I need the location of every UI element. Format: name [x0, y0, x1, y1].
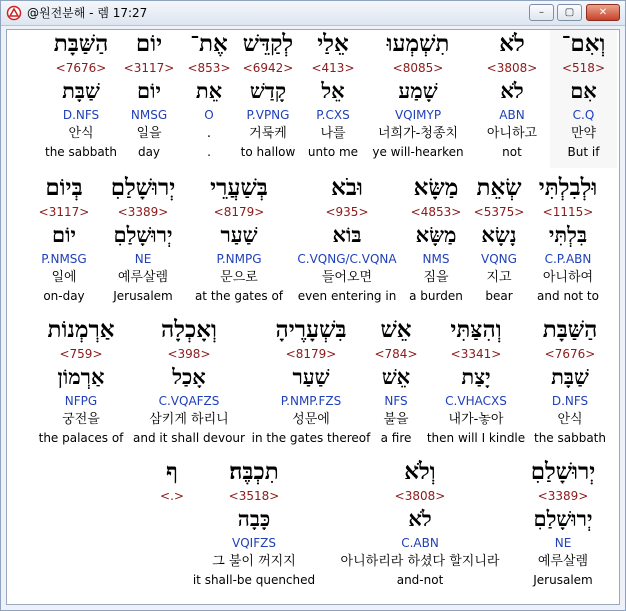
english-gloss: Jerusalem: [113, 289, 173, 303]
hebrew-lemma: יוֹם: [52, 222, 76, 247]
morph-code: VQNG: [481, 252, 517, 266]
word-cell[interactable]: [469, 174, 529, 312]
morph-code: P.NMSG: [41, 252, 87, 266]
maximize-button[interactable]: ▢: [557, 4, 582, 21]
english-gloss: it shall-be quenched: [192, 573, 316, 587]
english-gloss: bear: [485, 289, 513, 303]
strong-number[interactable]: <8179>: [213, 205, 265, 219]
english-gloss: to hallow: [240, 145, 296, 159]
morph-code: NMSG: [130, 108, 168, 122]
word-cell[interactable]: [39, 30, 123, 168]
hebrew-word: יְרוּשָׁלַםִ: [110, 174, 176, 201]
morph-code: C.VQNG/C.VQNA: [297, 252, 397, 266]
english-gloss: then will I kindle: [426, 431, 526, 445]
hebrew-lemma: שַׁבָּת: [551, 364, 589, 389]
morph-code: ABN: [499, 108, 525, 122]
english-gloss: a burden: [409, 289, 463, 303]
word-cell[interactable]: [232, 30, 304, 168]
word-cell[interactable]: [362, 30, 474, 168]
word-cell[interactable]: [403, 174, 469, 312]
hebrew-word: וְלֹא: [404, 458, 436, 485]
english-gloss: in the gates thereof: [251, 431, 371, 445]
word-cell[interactable]: [423, 316, 529, 454]
korean-gloss: 만약: [570, 126, 597, 141]
korean-gloss: 나를: [320, 126, 346, 141]
strong-number[interactable]: <853>: [187, 61, 231, 75]
hebrew-lemma: אֵשׁ: [381, 364, 411, 389]
strong-number[interactable]: <7676>: [544, 347, 596, 361]
korean-gloss: 너희가-청종치: [377, 126, 459, 141]
hebrew-lemma: אַרְמוֹן: [57, 364, 105, 389]
word-cell[interactable]: [31, 174, 97, 312]
hebrew-word: וְאִם־: [561, 30, 606, 57]
morph-code: NE: [134, 252, 152, 266]
english-gloss: .: [207, 145, 211, 159]
hebrew-word: אֵלַי: [317, 30, 349, 57]
hebrew-word: לְקַדֵּשׁ: [242, 30, 294, 57]
korean-gloss: 아니하여: [542, 270, 594, 285]
hebrew-word: יְרוּשָׁלַםִ: [530, 458, 596, 485]
morph-code: O: [204, 108, 214, 122]
close-button[interactable]: ✕: [586, 4, 620, 21]
korean-gloss: 예루살렘: [117, 270, 169, 285]
morph-code: VQIFZS: [232, 536, 276, 550]
morph-code: C.VHACXS: [445, 394, 507, 408]
hebrew-word: אֶת־: [190, 30, 228, 57]
hebrew-word: וְאָכְלָה: [161, 316, 217, 343]
hebrew-lemma: לֹא: [408, 506, 432, 531]
morph-code: NFPG: [64, 394, 98, 408]
morph-code: VQIMYP: [394, 108, 442, 122]
title-bar[interactable]: [1, 1, 625, 26]
korean-gloss: 거룩케: [249, 126, 287, 141]
english-gloss: unto me: [307, 145, 359, 159]
hebrew-word: וְהִצַּתִּי: [450, 316, 502, 343]
morph-code: NFS: [384, 394, 408, 408]
english-gloss: a fire: [380, 431, 412, 445]
interlinear-panel[interactable]: [6, 29, 620, 605]
korean-gloss: 문으로: [220, 270, 258, 285]
strong-number[interactable]: <3518>: [228, 489, 280, 503]
word-cell[interactable]: [521, 458, 605, 596]
word-cell[interactable]: [187, 458, 321, 596]
strong-number[interactable]: <518>: [561, 61, 605, 75]
korean-gloss: 아니하리라 하셨다 할지니라: [340, 554, 500, 569]
hebrew-word: לֹא: [499, 30, 525, 57]
morph-code: C.VQAFZS: [158, 394, 220, 408]
morph-code: P.VPNG: [246, 108, 290, 122]
morph-code: D.NFS: [62, 108, 100, 122]
english-gloss: even entering in: [297, 289, 397, 303]
morph-code: P.NMP.FZS: [280, 394, 342, 408]
word-cell[interactable]: [527, 174, 609, 312]
strong-number[interactable]: <3389>: [537, 489, 589, 503]
english-gloss: the sabbath: [44, 145, 117, 159]
strong-number[interactable]: <3117>: [38, 205, 90, 219]
english-gloss: and it shall devour: [133, 431, 245, 445]
hebrew-word: בְּיוֹם: [45, 174, 83, 201]
hebrew-lemma: קָדַשׁ: [249, 78, 287, 103]
strong-number[interactable]: <935>: [325, 205, 369, 219]
korean-gloss: 예루살렘: [537, 554, 589, 569]
strong-number[interactable]: <759>: [59, 347, 103, 361]
strong-number[interactable]: <5375>: [473, 205, 525, 219]
korean-gloss: 안식: [68, 126, 94, 141]
strong-number[interactable]: <6942>: [242, 61, 294, 75]
morph-code: NE: [554, 536, 572, 550]
english-gloss: ye will-hearken: [372, 145, 464, 159]
strong-number[interactable]: <3389>: [117, 205, 169, 219]
korean-gloss: 그 불이 꺼지지: [212, 554, 296, 569]
word-cell[interactable]: [529, 316, 611, 454]
strong-number[interactable]: <3341>: [450, 347, 502, 361]
hebrew-word: וּלְבִלְתִּי: [538, 174, 598, 201]
word-cell[interactable]: [122, 30, 176, 168]
hebrew-lemma: אֵל: [321, 78, 345, 103]
english-gloss: at the gates of: [194, 289, 284, 303]
word-cell[interactable]: [371, 316, 421, 454]
strong-number[interactable]: <3808>: [486, 61, 538, 75]
english-gloss: Jerusalem: [533, 573, 593, 587]
korean-gloss: .: [206, 126, 212, 141]
hebrew-word: תִשְׁמְעוּ: [386, 30, 450, 57]
hebrew-lemma: יוֹם: [137, 78, 161, 103]
hebrew-lemma: שַׁעַר: [292, 364, 330, 389]
morph-code: NMS: [422, 252, 450, 266]
hebrew-lemma: בּוֹא: [332, 222, 362, 247]
hebrew-lemma: אָכַל: [172, 364, 206, 389]
hebrew-word: הַשַּׁבָּת: [53, 30, 109, 57]
strong-number[interactable]: <4853>: [410, 205, 462, 219]
korean-gloss: 불을: [383, 412, 409, 427]
word-cell[interactable]: [155, 458, 189, 596]
strong-number[interactable]: <784>: [374, 347, 418, 361]
strong-number[interactable]: <8085>: [392, 61, 444, 75]
word-cell[interactable]: [131, 316, 247, 454]
strong-number[interactable]: <3117>: [123, 61, 175, 75]
strong-number[interactable]: <398>: [167, 347, 211, 361]
hebrew-word: בִּשְׁעָרֶיהָ: [275, 316, 347, 343]
english-gloss: the palaces of: [38, 431, 124, 445]
window-title: @원전분해 - 렘 17:27: [27, 6, 148, 20]
hebrew-lemma: כָּבָה: [237, 506, 271, 531]
app-logo-icon: [6, 5, 22, 21]
word-cell[interactable]: [33, 316, 129, 454]
hebrew-lemma: אִם: [570, 78, 597, 103]
strong-number[interactable]: <3808>: [394, 489, 446, 503]
hebrew-word: אֵשׁ: [380, 316, 412, 343]
hebrew-word: שְׂאֵת: [476, 174, 522, 201]
hebrew-word: וּבֹא: [331, 174, 363, 201]
hebrew-lemma: יְרוּשָׁלַםִ: [533, 506, 593, 531]
english-gloss: But if: [567, 145, 600, 159]
english-gloss: on-day: [43, 289, 85, 303]
korean-gloss: 성문에: [292, 412, 330, 427]
word-cell[interactable]: [291, 174, 403, 312]
hebrew-lemma: נָשָׂא: [481, 222, 517, 247]
word-cell[interactable]: [99, 174, 187, 312]
hebrew-word: בְּשַׁעֲרֵי: [210, 174, 268, 201]
english-gloss: day: [137, 145, 161, 159]
word-cell[interactable]: [472, 30, 552, 168]
strong-number[interactable]: <.>: [160, 489, 184, 503]
hebrew-lemma: יְרוּשָׁלַםִ: [113, 222, 173, 247]
morph-code: C.P.ABN: [544, 252, 592, 266]
hebrew-word: ף: [166, 458, 178, 485]
hebrew-lemma: שַׁבָּת: [62, 78, 100, 103]
word-cell[interactable]: [187, 174, 291, 312]
korean-gloss: 내가-놓아: [448, 412, 504, 427]
strong-number[interactable]: <7676>: [55, 61, 107, 75]
word-cell[interactable]: [302, 30, 364, 168]
english-gloss: not: [502, 145, 522, 159]
strong-number[interactable]: <1115>: [542, 205, 594, 219]
word-cell[interactable]: [185, 30, 233, 168]
word-cell[interactable]: [251, 316, 371, 454]
hebrew-word: יוֹם: [135, 30, 163, 57]
morph-code: P.CXS: [316, 108, 350, 122]
word-cell[interactable]: [325, 458, 515, 596]
morph-code: D.NFS: [551, 394, 589, 408]
korean-gloss: 짐을: [423, 270, 449, 285]
korean-gloss: 일을: [136, 126, 162, 141]
morph-code: P.NMPG: [216, 252, 262, 266]
hebrew-lemma: יָצַת: [461, 364, 491, 389]
korean-gloss: 지고: [486, 270, 512, 285]
hebrew-lemma: אֵת: [195, 78, 223, 103]
korean-gloss: 궁전을: [62, 412, 100, 427]
hebrew-word: הַשַּׁבָּת: [542, 316, 598, 343]
hebrew-lemma: בִּלְתִּי: [548, 222, 588, 247]
hebrew-word: תִכְבֶּה׃: [229, 458, 279, 485]
minimize-button[interactable]: –: [529, 4, 554, 21]
korean-gloss: 아니하고: [486, 126, 538, 141]
hebrew-lemma: מַשָּׂא: [415, 222, 457, 247]
korean-gloss: 안식: [557, 412, 583, 427]
strong-number[interactable]: <8179>: [285, 347, 337, 361]
english-gloss: and-not: [396, 573, 444, 587]
hebrew-word: אַרְמְנוֹת: [47, 316, 115, 343]
english-gloss: the sabbath: [533, 431, 606, 445]
korean-gloss: 일에: [51, 270, 77, 285]
hebrew-word: מַשָּׂא: [413, 174, 459, 201]
word-cell[interactable]: [550, 30, 617, 168]
strong-number[interactable]: <413>: [311, 61, 355, 75]
korean-gloss: 들어오면: [321, 270, 373, 285]
english-gloss: and not to: [537, 289, 599, 303]
hebrew-lemma: שָׁמַע: [398, 78, 438, 103]
morph-code: C.Q: [572, 108, 595, 122]
hebrew-lemma: שַׁעַר: [220, 222, 258, 247]
morph-code: C.ABN: [401, 536, 439, 550]
korean-gloss: 삼키게 하리니: [149, 412, 229, 427]
hebrew-lemma: לֹא: [500, 78, 524, 103]
